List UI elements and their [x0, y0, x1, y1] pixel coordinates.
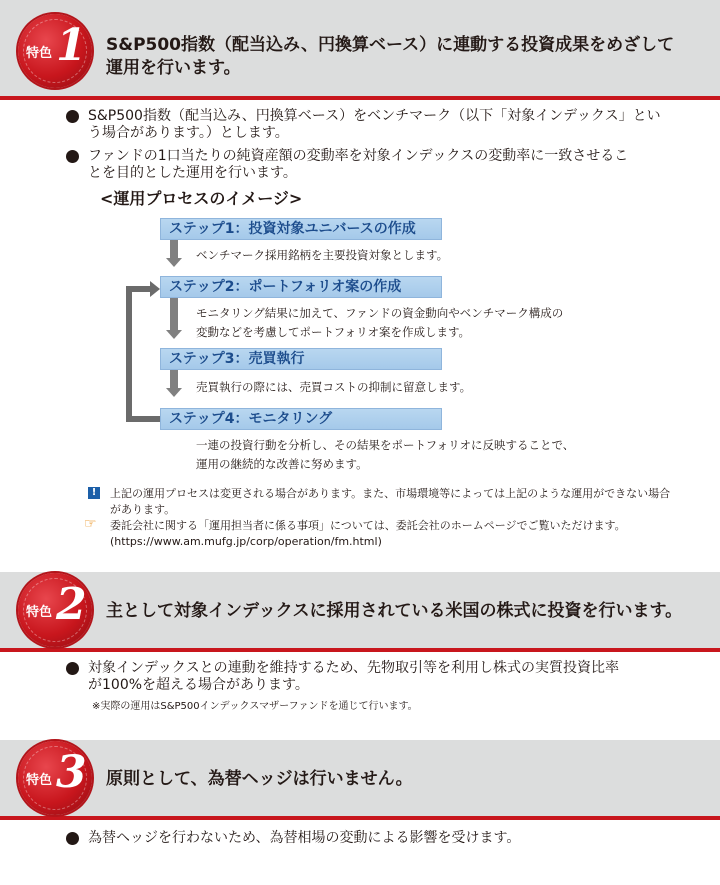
- loop-line: [126, 416, 160, 422]
- feature-3-badge: 特色 3: [18, 741, 92, 815]
- step-3: ステップ3：売買執行: [160, 348, 442, 370]
- process-title: <運用プロセスのイメージ>: [100, 189, 303, 208]
- step-2: ステップ2：ポートフォリオ案の作成: [160, 276, 442, 298]
- arrow-down-icon: [170, 370, 178, 388]
- pointing-hand-icon: ☞: [84, 516, 97, 532]
- step-3-desc: 売買執行の際には、売買コストの抑制に留意します。: [196, 380, 472, 394]
- feature-2-title: 主として対象インデックスに採用されている米国の株式に投資を行います。: [106, 601, 683, 621]
- arrow-head-icon: [166, 388, 182, 397]
- bullet-icon: [66, 150, 79, 163]
- arrow-head-icon: [166, 258, 182, 267]
- feature-3-title: 原則として、為替ヘッジは行いません。: [106, 769, 413, 789]
- feature-1-title: S&P500指数（配当込み、円換算ベース）に連動する投資成果をめざして 運用を行います。: [106, 35, 675, 78]
- feature-2-badge: 特色 2: [18, 573, 92, 647]
- arrow-down-icon: [170, 240, 178, 258]
- bullet-icon: [66, 662, 79, 675]
- arrow-down-icon: [170, 298, 178, 330]
- feature-1-badge: 特色 1: [18, 14, 92, 88]
- step-2-desc: モニタリング結果に加えて、ファンドの資金動向やベンチマーク構成の 変動などを考慮してポートフォリオ案を作成します。: [196, 306, 564, 339]
- step-4: ステップ4：モニタリング: [160, 408, 442, 430]
- bullet-icon: [66, 832, 79, 845]
- feature-number: 3: [56, 747, 87, 798]
- loop-arrow-icon: [150, 281, 160, 297]
- loop-line: [126, 286, 132, 422]
- step-4-desc: 一連の投資行動を分析し、その結果をポートフォリオに反映することで、 運用の継続的な改善に努めます。: [196, 438, 575, 471]
- feature-2-footnote: ※実際の運用はS&P500インデックスマザーファンドを通じて行います。: [92, 701, 418, 712]
- loop-line: [126, 286, 152, 292]
- arrow-head-icon: [166, 330, 182, 339]
- step-1: ステップ1：投資対象ユニバースの作成: [160, 218, 442, 240]
- exclamation-icon: !: [88, 487, 100, 499]
- step-1-desc: ベンチマーク採用銘柄を主要投資対象とします。: [196, 248, 449, 262]
- feature-number: 1: [56, 20, 87, 71]
- feature-number: 2: [56, 579, 87, 630]
- bullet-icon: [66, 110, 79, 123]
